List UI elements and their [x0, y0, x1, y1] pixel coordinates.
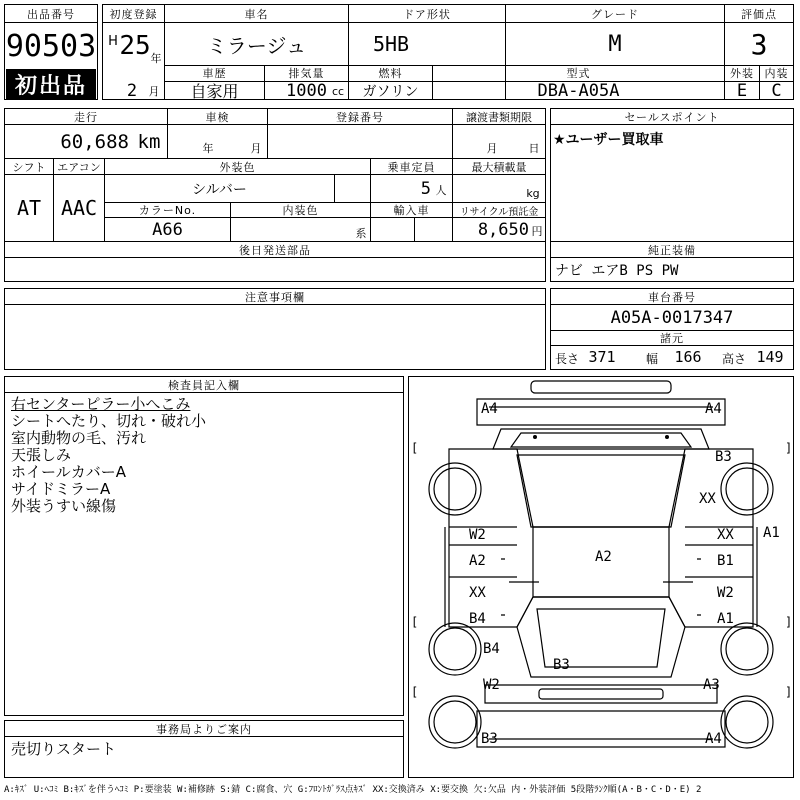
- office-text: 売切りスタート: [11, 739, 117, 758]
- damage-code: XX: [469, 585, 486, 601]
- bracket-right-top: ]: [785, 441, 793, 455]
- damage-code: A3: [703, 677, 720, 693]
- sales-point-box: [550, 108, 794, 282]
- color-no-value: A66: [152, 219, 183, 240]
- later-parts-header: 後日発送部品: [239, 243, 311, 257]
- color-no-header: カラーNo.: [138, 204, 197, 217]
- chassis-value: A05A-0017347: [610, 307, 734, 328]
- registration-header: 初度登録: [109, 7, 158, 21]
- capacity-unit: 人: [435, 184, 447, 197]
- damage-code: A4: [705, 731, 722, 747]
- reg-number-header: 登録番号: [336, 110, 384, 124]
- inspector-line: 天張しみ: [11, 446, 72, 464]
- chassis-box: [550, 288, 794, 370]
- fuel-value: ガソリン: [362, 83, 419, 99]
- capacity-value: 5: [420, 178, 431, 199]
- model-type-header: 型式: [566, 67, 591, 80]
- interior-color-header: 内装色: [282, 204, 319, 217]
- chassis-header: 車台番号: [648, 290, 696, 304]
- registration-month: 2: [126, 82, 138, 99]
- mileage-header: 走行: [74, 110, 98, 124]
- bracket-left-bot: [: [411, 685, 419, 699]
- inspection-header: 車検: [205, 110, 230, 124]
- mileage-unit: km: [137, 131, 161, 153]
- vehicle-info-grid: [102, 4, 794, 100]
- shift-header: シフト: [12, 160, 46, 174]
- damage-code: B3: [481, 731, 498, 747]
- bracket-left-mid: [: [411, 615, 419, 629]
- damage-code: W2: [469, 527, 486, 543]
- factory-equipment-header: 純正装備: [648, 243, 696, 257]
- bracket-right-mid: ]: [785, 615, 793, 629]
- interior-color-unit: 系: [355, 227, 367, 240]
- import-header: 輸入車: [393, 204, 430, 217]
- exterior-color-header: 外装色: [219, 160, 256, 174]
- displacement-unit: cc: [331, 84, 345, 98]
- bracket-left-top: [: [411, 441, 419, 455]
- history-header: 車歴: [202, 67, 227, 80]
- inspector-header: 検査員記入欄: [168, 378, 240, 392]
- exterior-rating-header: 外装: [730, 67, 754, 80]
- max-load-header: 最大積載量: [471, 160, 527, 174]
- detail-grid: [4, 108, 546, 282]
- office-box: [4, 720, 404, 778]
- interior-rating-header: 内装: [764, 67, 789, 80]
- length-value: 371: [588, 348, 616, 366]
- damage-code: A2: [595, 549, 612, 565]
- office-header: 事務局よりご案内: [156, 722, 252, 736]
- door-type-header: ドア形状: [403, 7, 451, 21]
- inspector-line: ホイールカバーA: [11, 463, 126, 481]
- max-load-unit: kg: [526, 186, 540, 200]
- model-type-value: DBA-A05A: [537, 82, 620, 99]
- damage-code: A4: [705, 401, 722, 417]
- recycle-unit: 円: [531, 225, 543, 238]
- capacity-header: 乗車定員: [387, 160, 436, 174]
- damage-code: B4: [483, 641, 500, 657]
- listing-number-value: 90503: [5, 28, 97, 64]
- car-name-header: 車名: [244, 7, 269, 21]
- registration-year-unit: 年: [150, 52, 162, 65]
- door-type-value: 5HB: [372, 32, 410, 56]
- inspector-line: 外装うすい線傷: [11, 497, 117, 515]
- inspector-notes: [11, 396, 206, 515]
- inspector-line: 右センターピラー小へこみ: [11, 395, 191, 413]
- transfer-deadline-header: 譲渡書類期限: [466, 110, 532, 124]
- sales-point-text: ★ユーザー買取車: [553, 132, 664, 148]
- length-label: 長さ: [555, 351, 579, 366]
- transfer-day-unit: 日: [528, 142, 540, 155]
- grade-header: グレード: [591, 7, 639, 21]
- damage-code: B1: [717, 553, 734, 569]
- displacement-header: 排気量: [288, 67, 325, 80]
- exterior-color-value: シルバー: [192, 181, 247, 198]
- car-name-value: ミラージュ: [206, 33, 307, 58]
- registration-era: H: [108, 33, 118, 49]
- displacement-value: 1000: [286, 82, 327, 99]
- damage-code: A4: [481, 401, 498, 417]
- listing-number-header: 出品番号: [5, 5, 97, 23]
- history-value: 自家用: [190, 82, 239, 99]
- grade-value: M: [608, 31, 622, 57]
- width-label: 幅: [645, 351, 658, 366]
- damage-code: W2: [717, 585, 734, 601]
- damage-code: A2: [469, 553, 486, 569]
- shift-value: AT: [16, 196, 42, 220]
- score-header: 評価点: [741, 7, 777, 21]
- height-value: 149: [756, 348, 784, 366]
- height-label: 高さ: [721, 351, 746, 366]
- inspector-line: サイドミラーA: [11, 480, 111, 498]
- recycle-value: 8,650: [477, 219, 529, 240]
- damage-code: A1: [763, 525, 780, 541]
- interior-rating-value: C: [771, 82, 782, 99]
- damage-map-box: [408, 376, 794, 778]
- damage-code: B3: [715, 449, 732, 465]
- bracket-right-bot: ]: [785, 685, 793, 699]
- inspection-year-unit: 年: [202, 142, 214, 155]
- aircon-header: エアコン: [57, 160, 101, 174]
- inspector-line: 室内動物の毛、汚れ: [11, 429, 147, 447]
- inspection-month-unit: 月: [250, 142, 262, 155]
- first-listing-badge: 初出品: [6, 69, 96, 99]
- aircon-value: AAC: [60, 196, 98, 220]
- damage-code: B3: [553, 657, 570, 673]
- registration-month-unit: 月: [148, 85, 160, 98]
- notes-header: 注意事項欄: [245, 290, 305, 304]
- fuel-header: 燃料: [378, 67, 403, 80]
- damage-code: XX: [699, 491, 716, 507]
- mileage-value: 60,688: [60, 131, 129, 153]
- registration-year: 25: [119, 31, 151, 61]
- dimensions-header: 諸元: [660, 332, 684, 345]
- legend: A:ｷｽﾞ U:ﾍｺﾐ B:ｷｽﾞを伴うﾍｺﾐ P:要塗装 W:補修跡 S:錆 C:腐食、穴 G:ﾌﾛﾝﾄｶﾞﾗｽ点ｷｽﾞ XX:交換済み X:要交換 欠:欠品 内・外装評価 5段階ﾗﾝｸ順(A・B・C・D・E) 2: [4, 785, 702, 795]
- score-value: 3: [750, 27, 768, 61]
- damage-code: W2: [483, 677, 500, 693]
- transfer-month-unit: 月: [486, 142, 498, 155]
- notes-box: [4, 288, 546, 370]
- recycle-header: リサイクル預託金: [459, 206, 539, 217]
- inspector-box: [4, 376, 404, 716]
- car-diagram: [409, 377, 793, 777]
- listing-number-box: [4, 4, 98, 100]
- exterior-rating-value: E: [736, 82, 748, 99]
- width-value: 166: [674, 348, 702, 366]
- damage-code: B4: [469, 611, 486, 627]
- damage-code: XX: [717, 527, 734, 543]
- sales-point-header: セールスポイント: [624, 110, 720, 124]
- factory-equipment-value: ナビ エアB PS PW: [555, 262, 679, 279]
- damage-code: A1: [717, 611, 734, 627]
- inspector-line: シートへたり、切れ・破れ小: [11, 412, 207, 430]
